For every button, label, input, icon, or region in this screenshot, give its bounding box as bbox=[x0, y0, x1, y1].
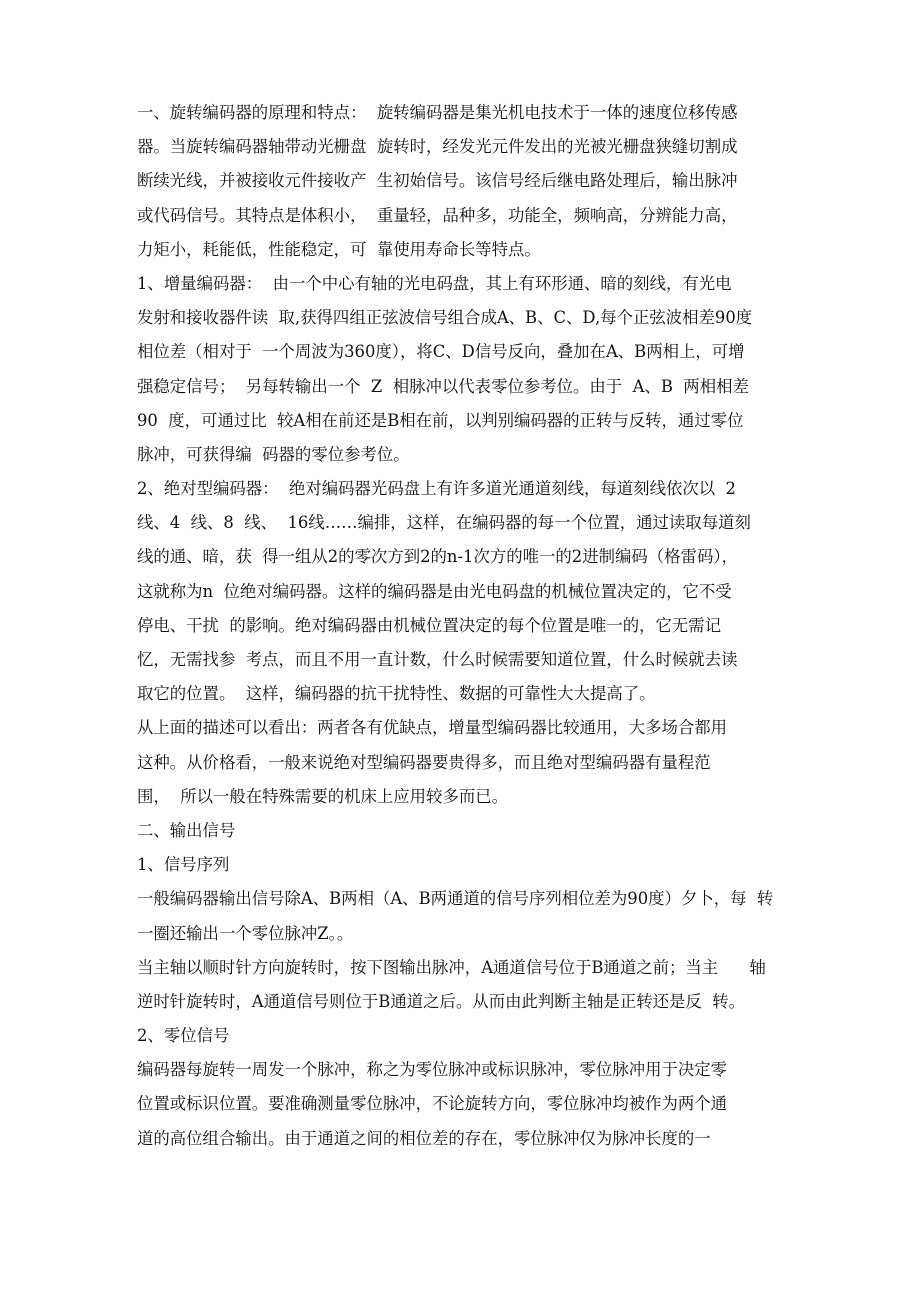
text-line: 这就称为n 位绝对编码器。这样的编码器是由光电码盘的机械位置决定的，它不受 bbox=[137, 581, 732, 601]
text-line: 或代码信号。其特点是体积小， 重量轻，品种多，功能全，频响高，分辨能力高， bbox=[137, 205, 738, 225]
text-line: 位置或标识位置。要准确测量零位脉冲，不论旋转方向，零位脉冲均被作为两个通 bbox=[137, 1094, 728, 1114]
document-body bbox=[137, 96, 787, 1156]
text-line: 90 度，可通过比 较A相在前还是B相在前，以判别编码器的正转与反转，通过零位 bbox=[137, 410, 744, 430]
text-line: 一、旋转编码器的原理和特点： 旋转编码器是集光机电技术于一体的速度位移传感 bbox=[137, 103, 738, 122]
text-line: 编码器每旋转一周发一个脉冲，称之为零位脉冲或标识脉冲，零位脉冲用于决定零 bbox=[137, 1060, 728, 1080]
text-line: 取它的位置。 这样，编码器的抗干扰特性、数据的可靠性大大提高了。 bbox=[137, 684, 656, 704]
text-line: 当主轴以顺时针方向旋转时，按下图输出脉冲，A通道信号位于B通道之前；当主 轴 bbox=[137, 957, 766, 977]
text-line: 道的高位组合输出。由于通道之间的相位差的存在，零位脉冲仅为脉冲长度的一 bbox=[137, 1128, 711, 1148]
text-line: 停电、干扰 的影响。绝对编码器由机械位置决定的每个位置是唯一的，它无需记 bbox=[137, 615, 722, 635]
text-line: 从上面的描述可以看出：两者各有优缺点，增量型编码器比较通用，大多场合都用 bbox=[137, 718, 728, 738]
text-line: 器。当旋转编码器轴带动光栅盘 旋转时，经发光元件发出的光被光栅盘狭缝切割成 bbox=[137, 137, 738, 157]
text-line: 脉冲，可获得编 码器的零位参考位。 bbox=[137, 444, 410, 464]
text-line: 围， 所以一般在特殊需要的机床上应用较多而已。 bbox=[137, 786, 509, 806]
text-line: 强稳定信号； 另每转输出一个 Z 相脉冲以代表零位参考位。由于 A、B 两相相差 bbox=[137, 376, 749, 396]
text-line: 一圈还输出一个零位脉冲Z。。 bbox=[137, 923, 354, 943]
text-line: 2、绝对型编码器： 绝对编码器光码盘上有许多道光通道刻线，每道刻线依次以 2 bbox=[137, 479, 736, 499]
section-heading: 二、输出信号 bbox=[137, 820, 236, 840]
text-line: 相位差（相对于 一个周波为360度），将C、D信号反向，叠加在A、B两相上，可增 bbox=[137, 342, 745, 362]
text-line: 逆时针旋转时，A通道信号则位于B通道之后。从而由此判断主轴是正转还是反 转。 bbox=[137, 991, 745, 1011]
subsection-heading: 2、零位信号 bbox=[137, 1026, 230, 1046]
subsection-heading: 1、信号序列 bbox=[137, 855, 230, 875]
text-line: 断续光线，并被接收元件接收产 生初始信号。该信号经后继电路处理后，输出脉冲 bbox=[137, 171, 738, 191]
text-line: 忆，无需找参 考点，而且不用一直计数，什么时候需要知道位置，什么时候就去读 bbox=[137, 650, 738, 669]
text-line: 力矩小，耗能低，性能稳定，可 靠使用寿命长等特点。 bbox=[137, 239, 541, 259]
text-line: 发射和接收器件读 取,获得四组正弦波信号组合成A、B、C、D,每个正弦波相差90度 bbox=[137, 308, 753, 328]
text-line: 线、4 线、8 线、 16线……编排，这样，在编码器的每一个位置，通过读取每道刻 bbox=[137, 513, 751, 533]
text-line: 一般编码器输出信号除A、B两相（A、B两通道的信号序列相位差为90度）夕卜，每 转 bbox=[137, 889, 774, 909]
text-line: 线的通、暗，获 得一组从2的零次方到2的n-1次方的唯一的2进制编码（格雷码）， bbox=[137, 547, 738, 567]
text-line: 1、增量编码器： 由一个中心有轴的光电码盘，其上有环形通、暗的刻线，有光电 bbox=[137, 273, 732, 293]
text-line: 这种。从价格看，一般来说绝对型编码器要贵得多，而且绝对型编码器有量程范 bbox=[137, 752, 711, 772]
